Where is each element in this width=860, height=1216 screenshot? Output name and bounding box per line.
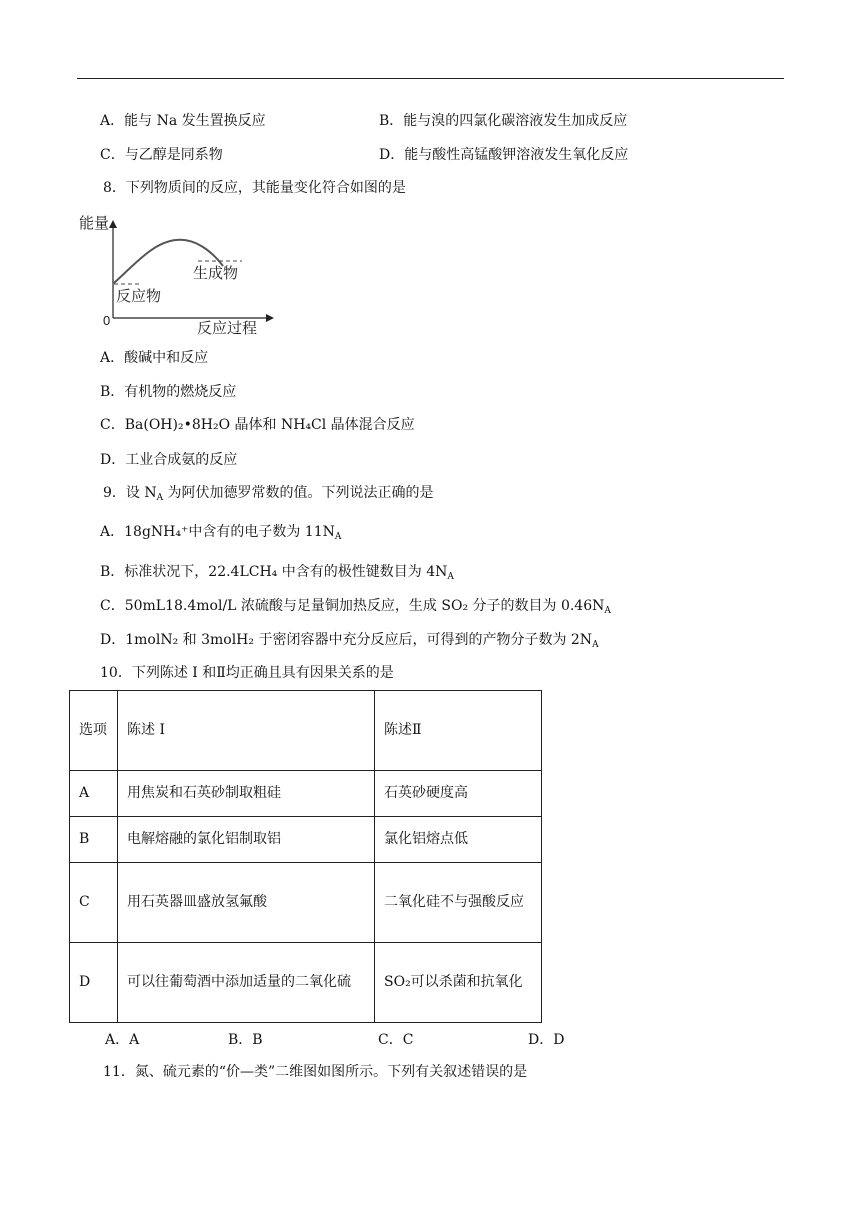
q9-option-a[interactable]: A．18gNH₄⁺中含有的电子数为 $11N_A$ <box>100 524 342 542</box>
q9-option-d[interactable]: D．1molN₂ 和 3molH₂ 于密闭容器中充分反应后，可得到的产物分子数为 $2N_A$ <box>100 632 599 650</box>
q9-stem: 9．设 $N_A$ 为阿伏加德罗常数的值。下列说法正确的是 <box>103 485 434 503</box>
table-row <box>70 817 542 863</box>
product-label: 生成物 <box>193 265 239 282</box>
table-row <box>70 771 542 817</box>
q10-answer-a[interactable]: A．A <box>105 1032 140 1048</box>
x-axis-arrow <box>266 314 274 322</box>
q8-option-d[interactable]: D．工业合成氨的反应 <box>100 452 238 468</box>
q10-answer-d[interactable]: D．D <box>528 1032 565 1048</box>
q7-option-a[interactable]: A．能与 Na 发生置换反应 <box>100 113 266 129</box>
q11-stem: 11．氮、硫元素的“价—类”二维图如图所示。下列有关叙述错误的是 <box>103 1064 528 1080</box>
q9-option-c[interactable]: C．50mL18.4mol/L 浓硫酸与足量铜加热反应，生成 SO₂ 分子的数目为 $0.46N_A$ <box>100 598 611 616</box>
row-d-statement-1: 可以往葡萄酒中添加适量的二氧化硫 <box>118 943 375 1023</box>
header-statement-1: 陈述 I <box>118 691 375 771</box>
q7-option-b[interactable]: B．能与溴的四氯化碳溶液发生加成反应 <box>379 113 628 129</box>
row-a-option: A <box>70 771 118 817</box>
table-header-row <box>70 691 542 771</box>
header-statement-2: 陈述Ⅱ <box>375 691 542 771</box>
table-row <box>70 943 542 1023</box>
q10-stem: 10．下列陈述 I 和Ⅱ均正确且具有因果关系的是 <box>100 665 394 681</box>
q10-table <box>69 690 542 1023</box>
q7-option-c[interactable]: C．与乙醇是同系物 <box>100 147 223 163</box>
q8-option-a[interactable]: A．酸碱中和反应 <box>100 350 209 366</box>
y-axis-arrow <box>109 220 117 228</box>
row-b-option: B <box>70 817 118 863</box>
y-axis-label: 能量 <box>79 215 110 232</box>
x-axis-label: 反应过程 <box>197 320 258 337</box>
header-option: 选项 <box>70 691 118 771</box>
table-row <box>70 863 542 943</box>
header-rule <box>77 78 784 79</box>
row-d-statement-2: SO₂可以杀菌和抗氧化 <box>375 943 542 1023</box>
row-a-statement-2: 石英砂硬度高 <box>375 771 542 817</box>
row-c-statement-2: 二氧化硅不与强酸反应 <box>375 863 542 943</box>
row-c-statement-1: 用石英器皿盛放氢氟酸 <box>118 863 375 943</box>
row-d-option: D <box>70 943 118 1023</box>
row-b-statement-2: 氯化铝熔点低 <box>375 817 542 863</box>
energy-diagram <box>76 208 276 338</box>
reactant-label: 反应物 <box>116 288 162 305</box>
q8-option-b[interactable]: B．有机物的燃烧反应 <box>100 384 237 400</box>
origin-label: 0 <box>103 313 111 328</box>
q8-option-c[interactable]: C．Ba(OH)₂•8H₂O 晶体和 NH₄Cl 晶体混合反应 <box>100 417 415 433</box>
q7-option-d[interactable]: D．能与酸性高锰酸钾溶液发生氧化反应 <box>379 147 629 163</box>
row-a-statement-1: 用焦炭和石英砂制取粗硅 <box>118 771 375 817</box>
q10-answer-c[interactable]: C．C <box>378 1032 414 1048</box>
q9-option-b[interactable]: B．标准状况下，22.4LCH₄ 中含有的极性键数目为 $4N_A$ <box>100 564 454 582</box>
row-b-statement-1: 电解熔融的氯化铝制取铝 <box>118 817 375 863</box>
q8-stem: 8．下列物质间的反应，其能量变化符合如图的是 <box>103 180 406 196</box>
row-c-option: C <box>70 863 118 943</box>
q10-answer-b[interactable]: B．B <box>228 1032 263 1048</box>
